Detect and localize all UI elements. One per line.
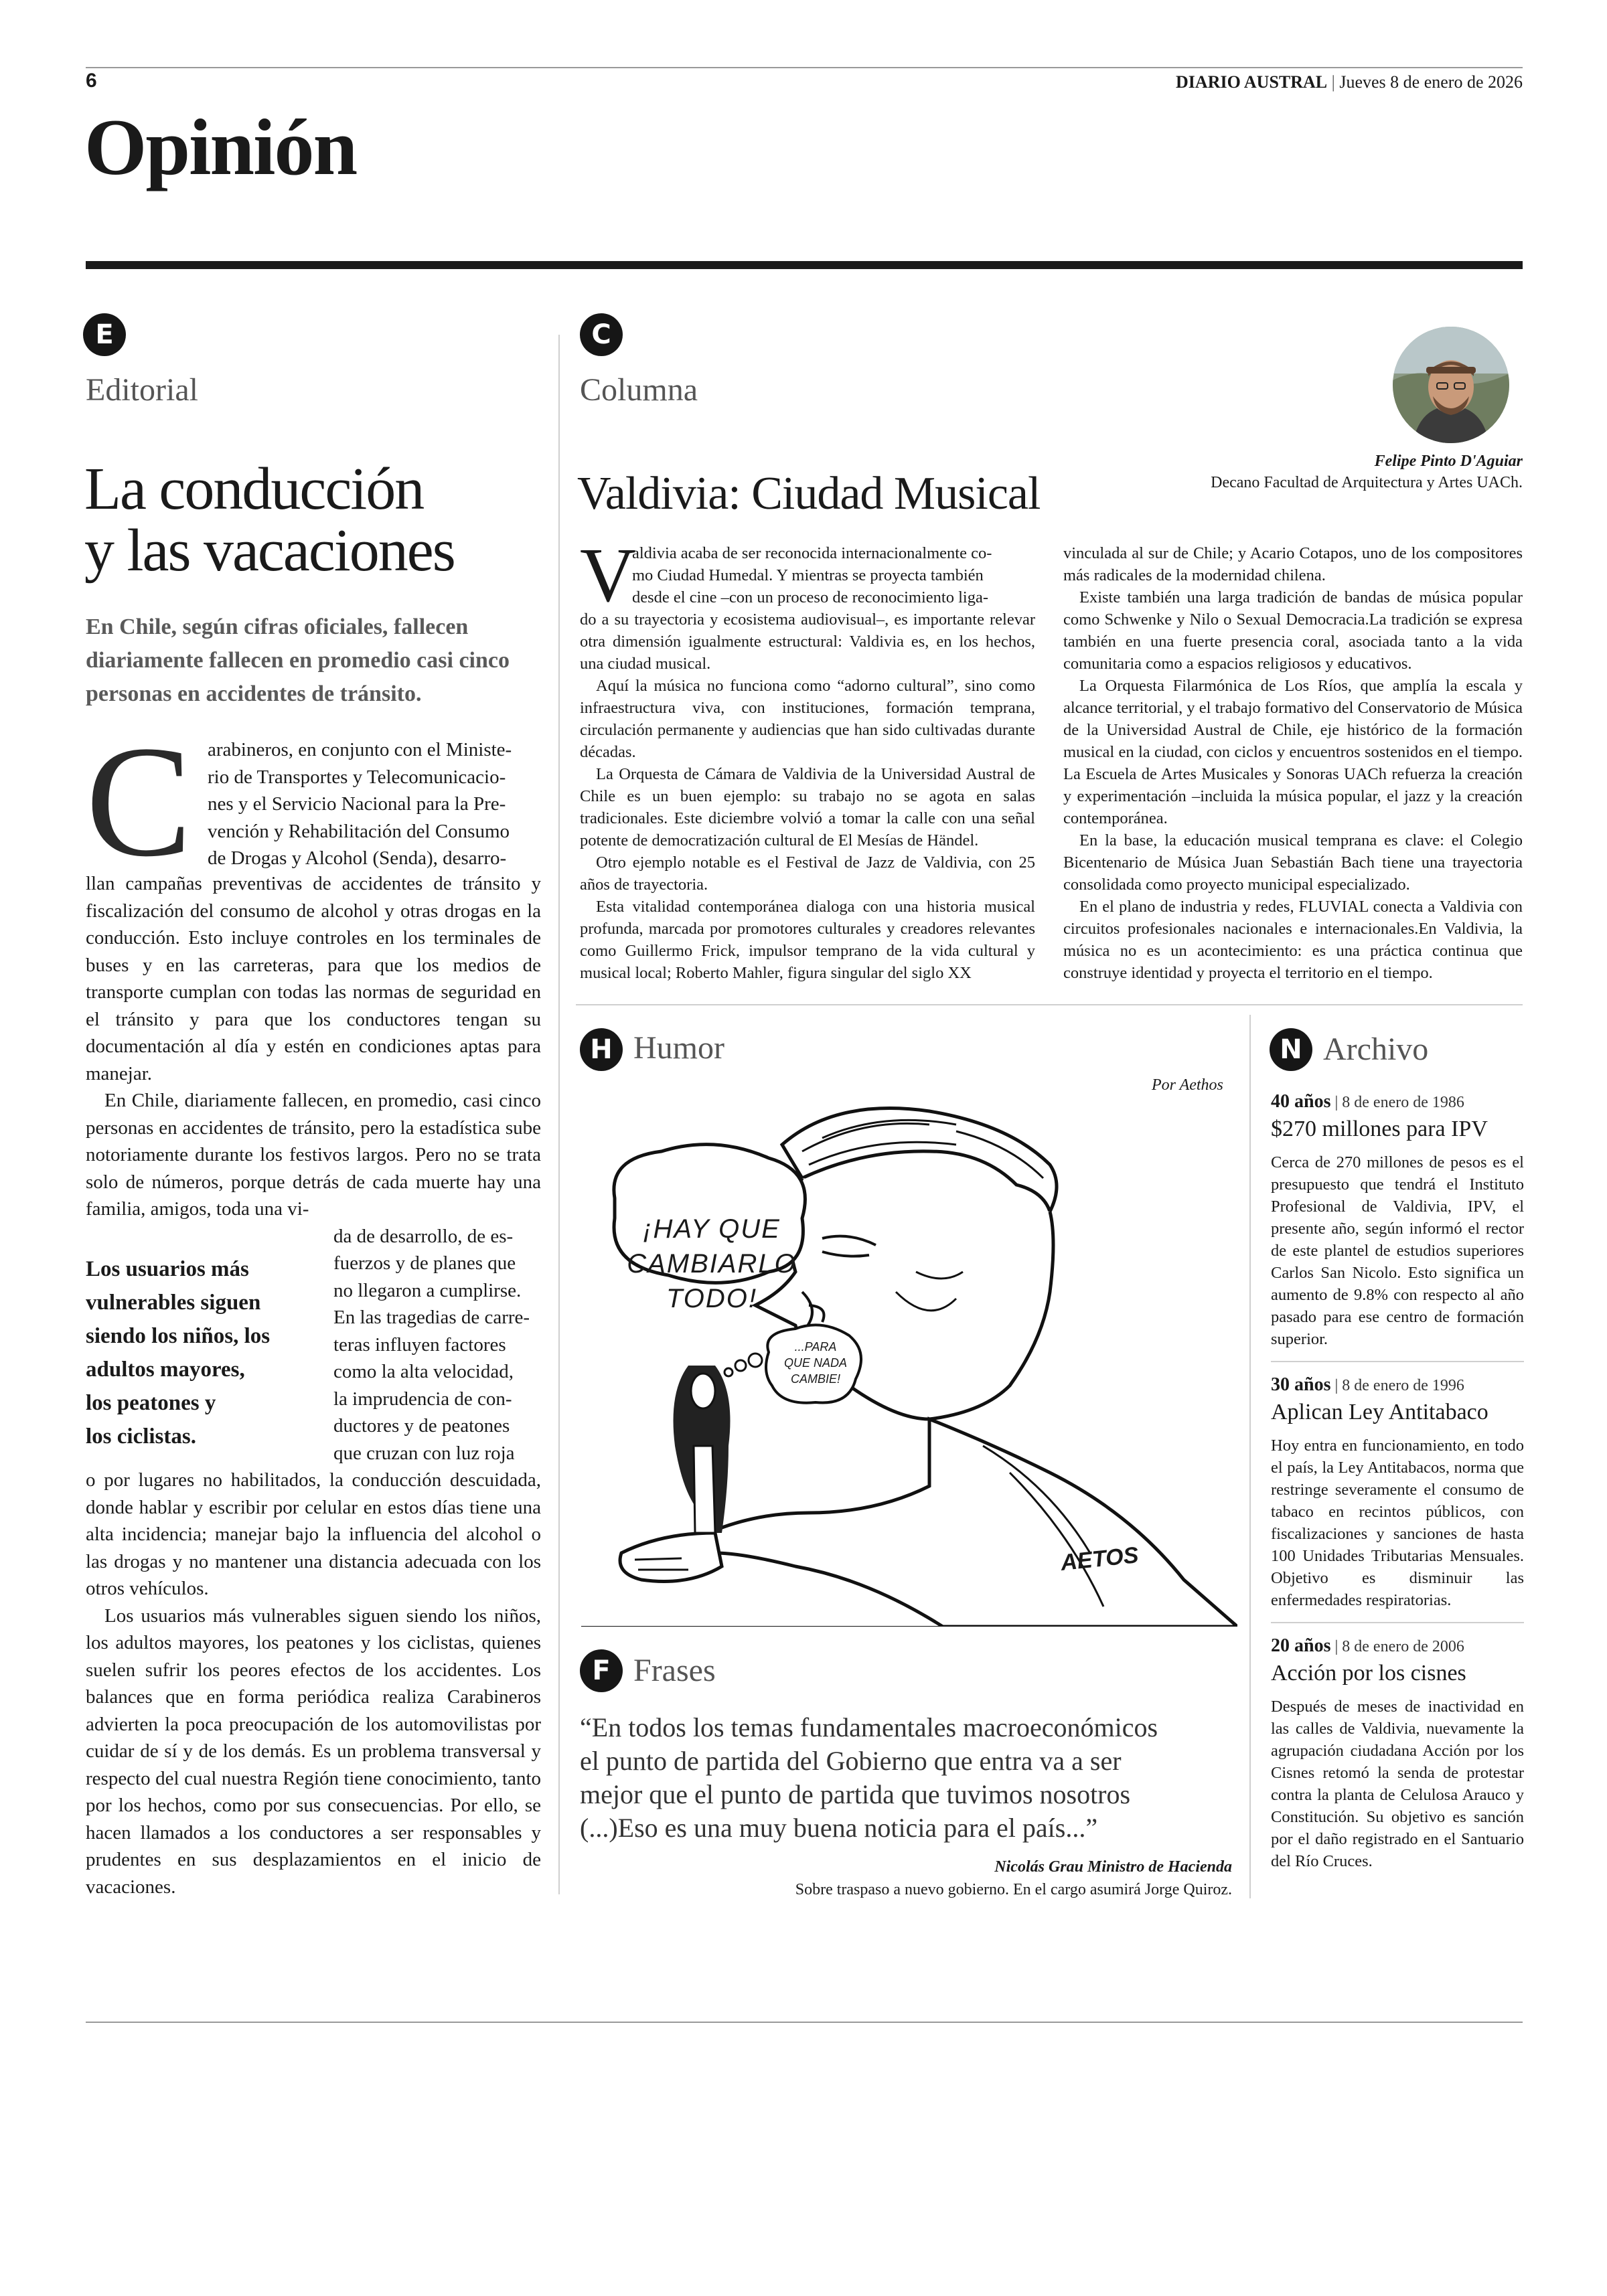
column-intro-line: aldivia acaba de ser reconocida internacionalmente co- [632,544,992,562]
archivo-date: 8 de enero de 1986 [1342,1094,1464,1111]
narrow-line: En las tragedias de carre- [333,1307,530,1328]
editorial-paragraph: Los usuarios más vulnerables siguen siendo los niños, los adultos mayores, los peatones y los ciclistas, quienes suelen sufrir los peores efectos de los accidentes. Los balances que en forma periódica realiza Carabineros advierten la poca preocupación de los automovilistas por cuidar de sí y de los demás. Es un problema transversal y respecto del cual nuestra Región tiene conocimiento, tanto por los hechos, como por sus consecuencias. Por ello, se hacen llamados a los conductores a ser responsables y prudentes en sus desplazamientos en el inicio de vacaciones. [86,1605,541,1898]
column-paragraph: Esta vitalidad contemporánea dialoga con una historia musical profunda, marcada por promotores culturales y creadores relevantes como Guillermo Frick, impulsor temprano de la vida cultural y musical local; Roberto Mahler, figura singular del siglo XX [580,898,1035,982]
page-number: 6 [86,70,97,92]
pullquote-line: los ciclistas. [86,1424,196,1449]
editorial-intro-lines [208,736,541,872]
editorial-intro-line: rio de Transportes y Telecomunicacio- [208,766,506,788]
author-photo [1393,327,1509,443]
archivo-years: 20 años [1271,1635,1331,1656]
editorial-pullquote-area [86,1223,541,1467]
archivo-entry-head: 30 años | 8 de enero de 1996 [1271,1374,1464,1395]
editorial-intro [86,714,541,890]
editorial-text-a [86,870,541,1223]
editorial-intro-line: vención y Rehabilitación del Consumo [208,820,510,842]
editorial-body [86,714,541,1900]
archivo-date: 8 de enero de 2006 [1342,1638,1464,1655]
editorial-text-b [86,1467,541,1900]
editorial-paragraph: llan campañas preventivas de accidentes de tránsito y fiscalización del consumo de alcohol y otras drogas en la conducción. Esto incluye controles en los terminales de buses y en las carreteras, para que los medios de transporte cumplan con todas las normas de seguridad en el tránsito y para que los conductores tengan su documentación al día y estén en condiciones aptas para manejar. [86,873,541,1084]
column-paragraph: Aquí la música no funciona como “adorno cultural”, sino como infraestructura viva, con instituciones, formación temprana, circulación permanente y audiencias que han sido cultivadas durante décadas. [580,677,1035,761]
pullquote-line: adultos mayores, [86,1357,245,1382]
author-portrait-icon [1393,327,1509,443]
archivo-title: $270 millones para IPV [1271,1117,1488,1141]
archivo-text: Hoy entra en funcionamiento, en todo el país, la Ley Antitabacos, norma que restringe severamente el consumo de tabaco en recintos públicos, con fiscalizaciones y sanciones de hasta 100 Unidades Tributarias Mensuales. Objetivo es disminuir las enfermedades respiratorias. [1271,1437,1524,1609]
archivo-years: 40 años [1271,1091,1331,1112]
archivo-separator [1271,1361,1524,1362]
frases-attribution: Nicolás Grau Ministro de Hacienda [994,1858,1232,1876]
pullquote-line: siendo los niños, los [86,1323,271,1348]
top-rule [86,67,1523,68]
column-dropcap: V [580,533,636,619]
column-paragraph: La Orquesta Filarmónica de Los Ríos, que amplía la escala y alcance territorial, y el trabajo formativo del Conservatorio de Música de la Universidad Austral de Chile, eje histórico de la formación musical en la ciudad, con ciclos y encuentros sostenidos en el tiempo. La Escuela de Artes Musicales y Sonoras UACh refuerza la creación y experimentación –incluida la música popular, el jazz y la creación contemporánea. [1063,677,1523,827]
humor-credit: Por Aethos [1152,1076,1223,1094]
column-intro-line: mo Ciudad Humedal. Y mientras se proyecta también [632,566,984,584]
cartoon-speech-bubble [621,1212,802,1316]
humor-label: Humor [633,1030,724,1066]
editorial-narrow-text [333,1223,541,1467]
thought-line: CAMBIE! [790,1372,840,1386]
archivo-entry [1271,1635,1524,1872]
column-paragraph: La Orquesta de Cámara de Valdivia de la Universidad Austral de Chile es un buen ejemplo: su trabajo no se agota en salas tradicionales. Este diciembre volvió a tomar la calle con una señal potente de democratización cultural de El Mesías de Händel. [580,765,1035,849]
section-rule [86,261,1523,269]
archivo-list [1271,1091,1524,1872]
pullquote-line: los peatones y [86,1390,216,1415]
archivo-title: Aplican Ley Antitabaco [1271,1400,1488,1424]
archivo-entry [1271,1374,1524,1611]
column-intro-lines [632,542,1035,608]
editorial-intro-line: arabineros, en conjunto con el Ministe- [208,739,512,760]
cartoon-drawing-icon [581,1071,1237,1627]
editorial-headline-line1: La conducción [84,456,424,522]
frases-quote [580,1711,1236,1845]
column-badge: C [580,313,623,356]
pullquote-line: vulnerables siguen [86,1290,261,1315]
bubble-line: CAMBIARLO [627,1249,797,1279]
archivo-divider [1249,1015,1251,1898]
editorial-dropcap: C [86,714,192,890]
newspaper-name: DIARIO AUSTRAL [1176,72,1328,92]
column-paragraph: Existe también una larga tradición de bandas de música popular como Schwenke y Nilo o Sexual Democracia.La tradición se expresa también en una fuerte presencia coral, asociada tanto a la vida comunitaria como a espacios religiosos y educativos. [1063,588,1523,673]
editorial-paragraph: o por lugares no habilitados, la conducción descuidada, donde hablar y escribir por celular en estos días tiene una alta incidencia; manejar bajo la influencia del alcohol o las drogas y no mantener una distancia adecuada con los otros vehículos. [86,1469,541,1599]
editorial-headline-line2: y las vacaciones [84,517,455,584]
narrow-line: como la alta velocidad, [333,1361,514,1382]
humor-badge: H [580,1028,623,1071]
archivo-title: Acción por los cisnes [1271,1661,1466,1686]
masthead-right: DIARIO AUSTRAL | Jueves 8 de enero de 2026 [1176,72,1523,92]
editorial-badge: E [83,313,126,356]
column-author-role: Decano Facultad de Arquitectura y Artes UACh. [1211,474,1523,491]
column-text-left [580,533,1035,984]
column-label: Columna [580,372,698,408]
column-headline: Valdivia: Ciudad Musical [577,468,1041,519]
section-title: Opinión [84,102,357,191]
column-body-left [580,608,1035,984]
archivo-badge: N [1270,1028,1312,1071]
cartoon-signature: AETOS [1059,1542,1140,1576]
narrow-line: fuerzos y de planes que [333,1252,516,1274]
narrow-line: ductores y de peatones [333,1415,510,1437]
pullquote-line: Los usuarios más [86,1256,249,1281]
column-intro-line: desde el cine –con un proceso de reconocimiento liga- [632,588,988,606]
quote-line: mejor que el punto de partida que tuvimos nosotros [580,1779,1131,1809]
quote-line: (...)Eso es una muy buena noticia para el país...” [580,1813,1098,1843]
narrow-line: no llegaron a cumplirse. [333,1279,522,1301]
column-paragraph: vinculada al sur de Chile; y Acario Cotapos, uno de los compositores más radicales de la modernidad chilena. [1063,544,1523,584]
frases-badge: F [580,1649,623,1692]
quote-line: “En todos los temas fundamentales macroeconómicos [580,1712,1158,1742]
column-bottom-rule [576,1004,1523,1005]
archivo-entry-head: 20 años | 8 de enero de 2006 [1271,1635,1464,1656]
archivo-label: Archivo [1323,1032,1429,1067]
cartoon [581,1071,1237,1627]
narrow-line: la imprudencia de con- [333,1388,512,1410]
column-divider [558,335,560,1894]
archivo-entry [1271,1091,1524,1350]
archivo-date: 8 de enero de 1996 [1342,1377,1464,1394]
column-text-right [1063,542,1523,984]
bubble-line: ¡HAY QUE [643,1214,781,1244]
thought-line: ...PARA [794,1340,837,1354]
quote-line: el punto de partida del Gobierno que entra va a ser [580,1746,1122,1776]
frases-context: Sobre traspaso a nuevo gobierno. En el cargo asumirá Jorge Quiroz. [795,1881,1232,1898]
column-paragraph: En el plano de industria y redes, FLUVIAL conecta a Valdivia con circuitos profesionales nacionales e internacionales.En Valdivia, la música no es un acontecimiento: es una práctica continua que construye identidad y proyecta el territorio en el tiempo. [1063,898,1523,982]
frases-label: Frases [633,1653,716,1688]
column-paragraph: Otro ejemplo notable es el Festival de Jazz de Valdivia, con 25 años de trayectoria. [580,853,1035,894]
archivo-text: Cerca de 270 millones de pesos es el presupuesto que tendrá el Instituto Profesional de Valdivia, IPV, el presente año, según informó el rector de este plantel de estudios superiores Carlos San Nicolo. Esto significa un aumento de 9.8% con respecto al año pasado para ese centro de formación superior. [1271,1153,1524,1348]
editorial-pullquote [86,1223,333,1467]
narrow-line: da de desarrollo, de es- [333,1225,514,1247]
column-author: Felipe Pinto D'Aguiar [1374,453,1523,470]
editorial-paragraph: En Chile, diariamente fallecen, en promedio, casi cinco personas en accidentes de tránsito, pero la estadística sube notoriamente durante los festivos largos. Pero no se trata solo de números, porque detrás de cada muerte hay una familia, amigos, toda una vi- [86,1090,541,1220]
archivo-entry-head: 40 años | 8 de enero de 1986 [1271,1091,1464,1112]
bubble-line: TODO! [666,1284,757,1313]
editorial-lead: En Chile, según cifras oficiales, fallecen diariamente fallecen en promedio casi cinco personas en accidentes de tránsito. [86,614,510,706]
narrow-line: que cruzan con luz roja [333,1442,515,1464]
editorial-headline [84,456,455,584]
editorial-intro-line: de Drogas y Alcohol (Senda), desarro- [208,847,507,869]
archivo-years: 30 años [1271,1374,1331,1395]
page-date: Jueves 8 de enero de 2026 [1339,72,1523,92]
narrow-line: teras influyen factores [333,1333,506,1356]
archivo-separator [1271,1622,1524,1623]
column-paragraph: En la base, la educación musical temprana es clave: el Colegio Bicentenario de Música Juan Sebastián Bach tiene una trayectoria consolidada como proyecto municipal especializado. [1063,831,1523,894]
editorial-label: Editorial [86,372,198,408]
bottom-rule [86,2022,1523,2023]
column-intro [580,533,1035,619]
cartoon-thought-bubble [769,1339,862,1387]
column-paragraph: do a su trayectoria y ecosistema audiovisual–, es importante relevar otra dimensión igualmente estructural: Valdivia es, en los hechos, una ciudad musical. [580,610,1035,673]
thought-line: QUE NADA [783,1356,848,1370]
editorial-intro-line: nes y el Servicio Nacional para la Pre- [208,793,506,815]
archivo-text: Después de meses de inactividad en las calles de Valdivia, nuevamente la agrupación ciudadana Acción por los Cisnes retomó la senda de protestar contra la planta de Celulosa Arauco y Constitución. Su objetivo es sanción por el daño registrado en el Santuario del Río Cruces. [1271,1698,1524,1870]
